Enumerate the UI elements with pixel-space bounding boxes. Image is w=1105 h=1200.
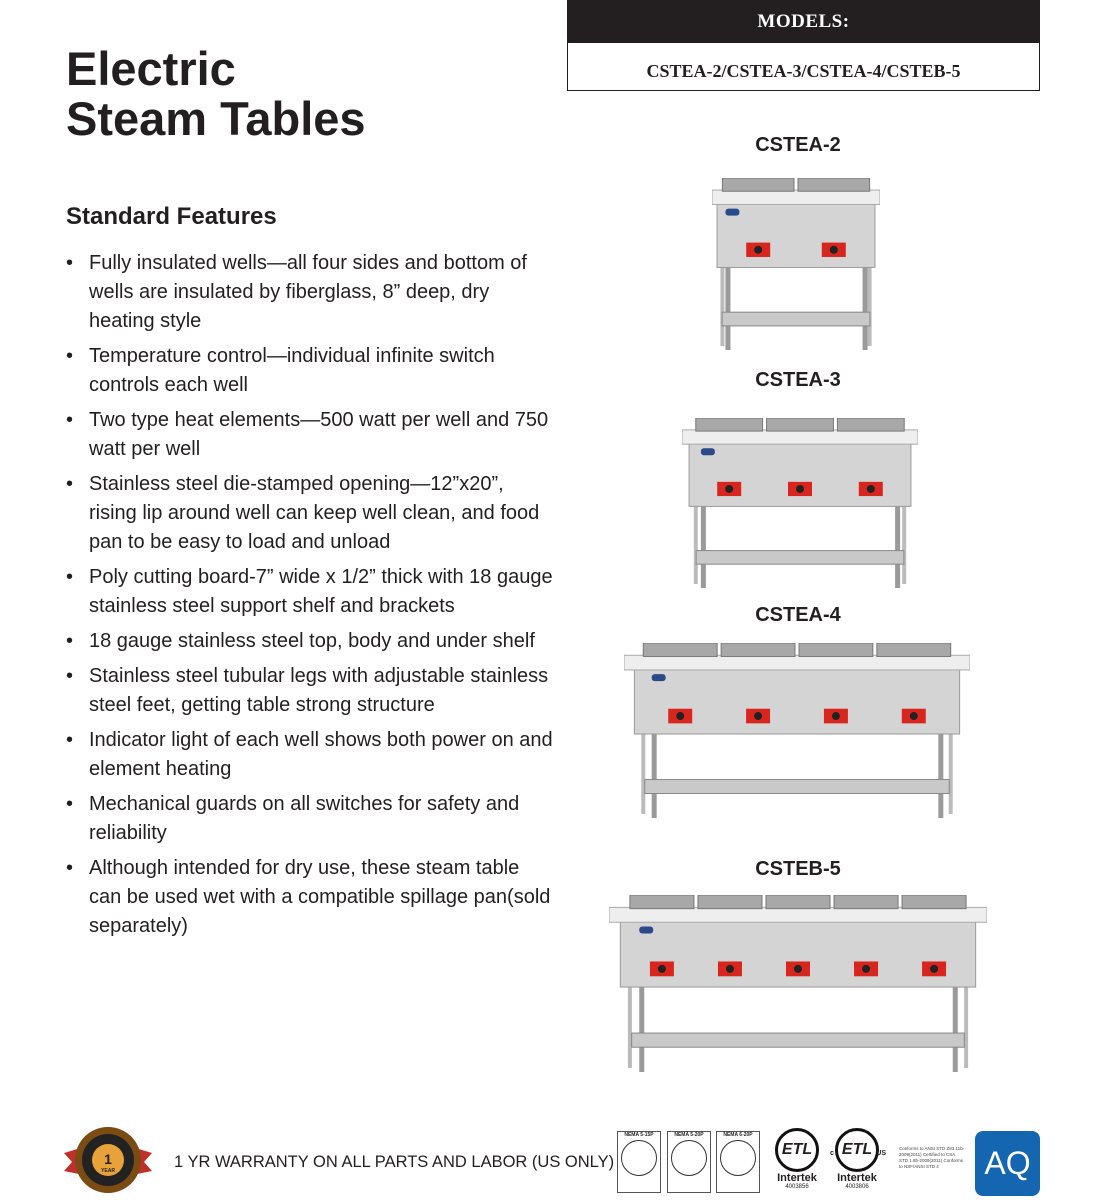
control-knob <box>862 965 870 973</box>
well <box>721 643 795 656</box>
leg <box>641 734 645 814</box>
nema-label: NEMA 5-15P <box>624 1132 654 1138</box>
feature-item <box>66 342 556 400</box>
brand-badge <box>639 927 653 934</box>
leg <box>701 506 706 588</box>
etl-number: 4003856 <box>785 1184 809 1190</box>
well <box>877 643 951 656</box>
feature-text: Although intended for dry use, these steam table can be used wet with a compatible spillage pan(sold separately) <box>89 857 551 937</box>
title-line-1: Electric <box>66 42 236 95</box>
leg <box>895 506 900 588</box>
table-body <box>689 442 911 507</box>
well <box>766 895 830 909</box>
leg <box>652 734 657 818</box>
brand-badge <box>652 674 666 681</box>
feature-item <box>66 854 556 941</box>
feature-item <box>66 790 556 848</box>
models-header: MODELS: <box>568 0 1039 43</box>
nema-5-20p-icon <box>667 1131 711 1193</box>
title-line-2: Steam Tables <box>66 92 366 145</box>
table-top <box>712 190 880 204</box>
feature-item <box>66 406 556 464</box>
warranty-seal-icon <box>64 1125 152 1195</box>
table-body <box>717 202 875 267</box>
nema-label: NEMA 6-20P <box>723 1132 753 1138</box>
features-heading: Standard Features <box>66 203 277 230</box>
feature-text: Mechanical guards on all switches for safety and reliability <box>89 793 520 844</box>
leg <box>863 267 868 350</box>
bullet-icon: • <box>66 252 74 274</box>
control-knob <box>832 712 840 720</box>
well <box>630 895 694 909</box>
etl-mark: ETL <box>775 1128 819 1172</box>
etl-c-us-intertek-logo <box>830 1128 886 1190</box>
leg <box>720 267 724 346</box>
undershelf <box>632 1033 965 1047</box>
etl-intertek-logo <box>772 1128 822 1190</box>
product-label: CSTEA-4 <box>755 604 841 626</box>
well <box>902 895 966 909</box>
feature-item <box>66 726 556 784</box>
feature-item <box>66 470 556 557</box>
product-image-cstea-2 <box>712 178 880 350</box>
nema-6-20p-icon <box>716 1131 760 1193</box>
control-knob <box>676 712 684 720</box>
feature-text: Stainless steel die-stamped opening—12”x20”, rising lip around well can keep well clean, and food pan to be easy to load and unload <box>89 473 540 553</box>
control-knob <box>754 246 762 254</box>
leg <box>953 987 958 1072</box>
leg <box>949 734 953 814</box>
warranty-text: 1 YR WARRANTY ON ALL PARTS AND LABOR (US ONLY) <box>174 1153 615 1171</box>
feature-item <box>66 249 556 336</box>
product-label: CSTEA-2 <box>755 134 841 156</box>
etl-c: c <box>830 1150 834 1157</box>
well <box>834 895 898 909</box>
control-knob <box>754 712 762 720</box>
models-box <box>567 0 1040 91</box>
table-body <box>634 668 959 735</box>
seal-year: 1 <box>104 1151 112 1167</box>
page-title <box>66 44 366 144</box>
nema-5-15p-icon <box>617 1131 661 1193</box>
control-knob <box>658 965 666 973</box>
bullet-icon: • <box>66 473 74 495</box>
feature-text: Temperature control—individual infinite switch controls each well <box>89 345 495 396</box>
feature-text: Indicator light of each well shows both power on and element heating <box>89 729 553 780</box>
well <box>798 178 870 191</box>
control-knob <box>910 712 918 720</box>
feature-item <box>66 563 556 621</box>
leg <box>868 267 872 346</box>
aq-brand-logo: AQ <box>975 1131 1040 1196</box>
product-label: CSTEB-5 <box>755 858 841 880</box>
control-knob <box>867 485 875 493</box>
conformity-text: Conforms to ANSI STD Z83.11b-2009(2011) Certified to CSA STD 1.8b-2009(2011) Conforms to NSF/ANSI STD 4 <box>899 1146 965 1169</box>
etl-mark: ETL <box>835 1128 879 1172</box>
feature-item <box>66 662 556 720</box>
leg <box>902 506 906 584</box>
brand-badge <box>701 448 715 455</box>
bullet-icon: • <box>66 665 74 687</box>
product-image-cstea-4 <box>624 643 970 818</box>
control-knob <box>794 965 802 973</box>
bullet-icon: • <box>66 345 74 367</box>
bullet-icon: • <box>66 729 74 751</box>
product-image-csteb-5 <box>609 895 987 1072</box>
well <box>698 895 762 909</box>
leg <box>725 267 730 350</box>
well <box>767 418 834 431</box>
leg <box>628 987 632 1068</box>
seal-text: YEAR <box>101 1168 115 1174</box>
intertek-label: Intertek <box>837 1172 877 1184</box>
leg <box>938 734 943 818</box>
etl-number: 4003806 <box>845 1184 869 1190</box>
feature-text: Poly cutting board-7” wide x 1/2” thick with 18 gauge stainless steel support shelf and brackets <box>89 566 553 617</box>
brand-badge <box>725 209 739 216</box>
product-image-cstea-3 <box>682 418 918 588</box>
bullet-icon: • <box>66 793 74 815</box>
undershelf <box>645 780 949 794</box>
control-knob <box>726 965 734 973</box>
bullet-icon: • <box>66 630 74 652</box>
undershelf <box>722 312 870 326</box>
feature-text: Two type heat elements—500 watt per well and 750 watt per well <box>89 409 549 460</box>
models-list: CSTEA-2/CSTEA-3/CSTEA-4/CSTEB-5 <box>646 61 961 81</box>
product-label: CSTEA-3 <box>755 369 841 391</box>
table-top <box>682 430 918 444</box>
well <box>643 643 717 656</box>
bullet-icon: • <box>66 409 74 431</box>
control-knob <box>930 965 938 973</box>
table-top <box>624 655 970 670</box>
feature-item <box>66 627 556 656</box>
control-knob <box>725 485 733 493</box>
nema-label: NEMA 5-20P <box>674 1132 704 1138</box>
table-top <box>609 907 987 922</box>
bullet-icon: • <box>66 857 74 879</box>
leg <box>639 987 644 1072</box>
leg <box>964 987 968 1068</box>
well <box>837 418 904 431</box>
well <box>722 178 794 191</box>
etl-us: US <box>876 1150 886 1157</box>
intertek-label: Intertek <box>777 1172 817 1184</box>
well <box>696 418 763 431</box>
feature-text: Stainless steel tubular legs with adjustable stainless steel feet, getting table strong structure <box>89 665 549 716</box>
features-list <box>66 249 556 947</box>
bullet-icon: • <box>66 566 74 588</box>
undershelf <box>696 551 904 565</box>
feature-text: Fully insulated wells—all four sides and bottom of wells are insulated by fiberglass, 8” deep, dry heating style <box>89 252 527 332</box>
feature-text: 18 gauge stainless steel top, body and under shelf <box>89 630 535 652</box>
well <box>799 643 873 656</box>
leg <box>694 506 698 584</box>
control-knob <box>830 246 838 254</box>
table-body <box>620 920 975 987</box>
control-knob <box>796 485 804 493</box>
